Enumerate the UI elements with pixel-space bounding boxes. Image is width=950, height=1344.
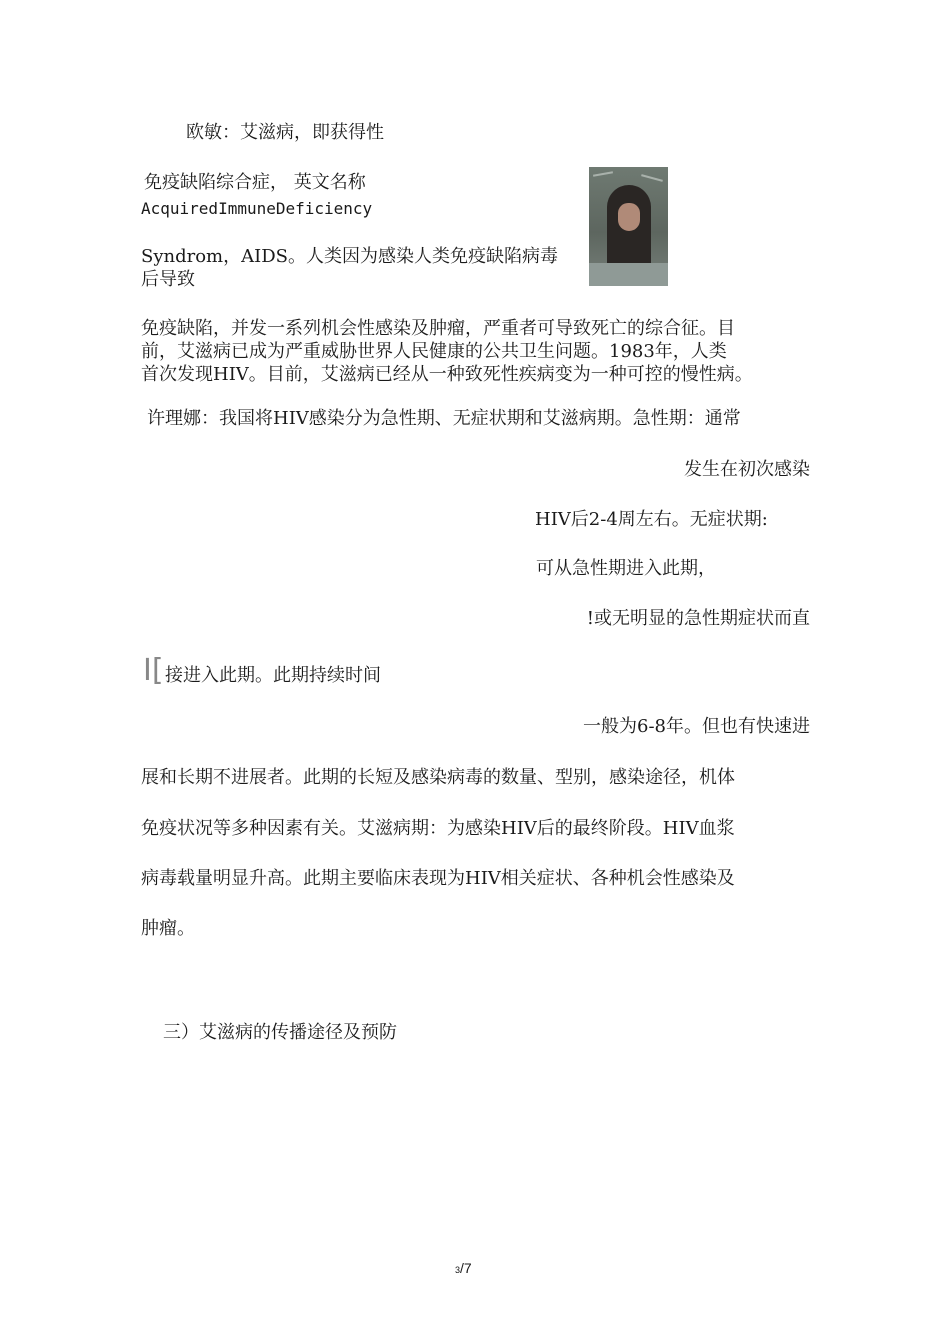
text-line: 一般为6-8年。但也有快速进 [583, 716, 810, 737]
section-heading: 三）艾滋病的传播途径及预防 [163, 1022, 397, 1043]
text-line: 首次发现HIV。目前，艾滋病已经从一种致死性疾病变为一种可控的慢性病。 [141, 364, 753, 385]
text-line: Syndrom，AIDS。人类因为感染人类免疫缺陷病毒 [141, 246, 558, 267]
text-line: !或无明显的急性期症状而直 [586, 608, 810, 629]
text-line: 前，艾滋病已成为严重威胁世界人民健康的公共卫生问题。1983年，人类 [141, 341, 727, 362]
text-line: 可从急性期进入此期， [536, 558, 716, 579]
text-line: AcquiredImmuneDeficiency [141, 199, 373, 218]
page-number [455, 1260, 472, 1278]
text-line: 免疫状况等多种因素有关。艾滋病期：为感染HIV后的最终阶段。HIV血浆 [141, 818, 735, 839]
text-line: 肿瘤。 [141, 918, 195, 939]
text-line: HIV后2-4周左右。无症状期: [535, 509, 768, 530]
text-line: 欧敏：艾滋病，即获得性 [186, 122, 384, 143]
text-line: 病毒载量明显升高。此期主要临床表现为HIV相关症状、各种机会性感染及 [141, 868, 735, 889]
page-total: /7 [460, 1260, 472, 1276]
teacher-photo [589, 167, 668, 286]
bracket-mark: I[ [143, 653, 164, 688]
text-line: 发生在初次感染 [684, 459, 810, 480]
text-line: 免疫缺陷综合症， 英文名称 [144, 172, 366, 193]
text-line: 免疫缺陷，并发一系列机会性感染及肿瘤，严重者可导致死亡的综合征。目 [141, 318, 735, 339]
text-line: 许理娜：我国将HIV感染分为急性期、无症状期和艾滋病期。急性期：通常 [147, 408, 741, 429]
text-line: 展和长期不进展者。此期的长短及感染病毒的数量、型别，感染途径，机体 [141, 767, 735, 788]
text-line: 接进入此期。此期持续时间 [165, 665, 381, 686]
text-line: 后导致 [141, 269, 195, 290]
page-current: 3 [455, 1265, 461, 1275]
